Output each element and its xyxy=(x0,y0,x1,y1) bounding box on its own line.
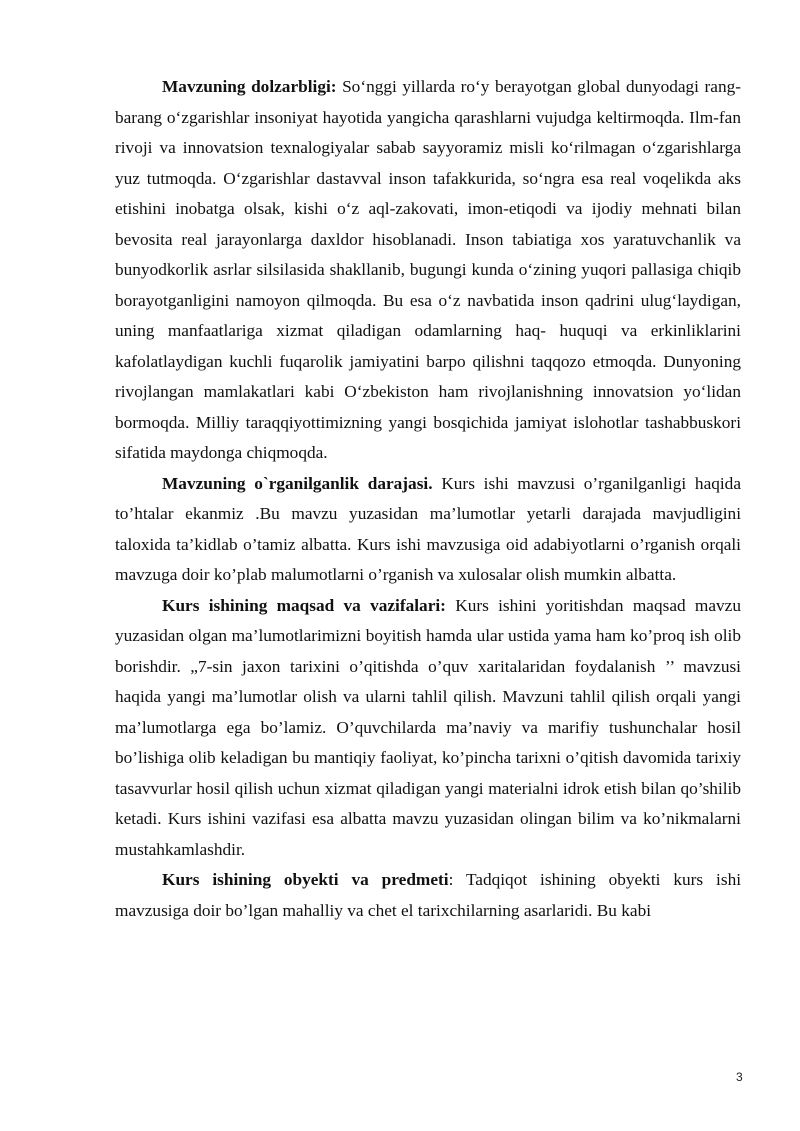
text-goals: Kurs ishini yoritishdan maqsad mavzu yuzasidan olgan ma’lumotlarimizni boyitish hamda ular ustida yama ham ko’proq ish olib borishdir. „7-sin jaxon tarixini o’qitishda o’quv xaritalaridan foydalanish ’’ mavzusi haqida yangi ma’lumotlar olish va ularni tahlil qilish. Mavzuni tahlil qilish orqali yangi ma’lumotlarga ega bo’lamiz. O’quvchilarda ma’naviy va marifiy tushunchalar hosil bo’lishiga olib keladigan bu mantiqiy faoliyat, ko’pincha tarixni o’qitish davomida tarixiy tasavvurlar hosil qilish uchun xizmat qiladigan yangi materialni idrok etish bilan qo’shilib ketadi. Kurs ishini vazifasi esa albatta mavzu yuzasidan olingan bilim va ko’nikmalarni mustahkamlashdir. xyxy=(115,595,741,859)
page-number: 3 xyxy=(736,1070,743,1084)
paragraph-study-level xyxy=(115,469,741,591)
page-body xyxy=(115,72,741,926)
heading-study-level: Mavzuning o`rganilganlik darajasi. xyxy=(162,473,433,493)
heading-object: Kurs ishining obyekti va predmeti xyxy=(162,870,449,889)
paragraph-goals xyxy=(115,591,741,866)
text-object: : Tadqiqot ishining obyekti kurs ishi mavzusiga doir bo’lgan mahalliy va chet el tarixchilarning asarlaridi. Bu kabi xyxy=(115,870,742,920)
heading-goals: Kurs ishining maqsad va vazifalari: xyxy=(162,595,446,615)
paragraph-object xyxy=(115,865,741,926)
heading-relevance: Mavzuning dolzarbligi: xyxy=(162,77,337,96)
paragraph-relevance xyxy=(115,72,741,469)
text-relevance: So‘nggi yillarda ro‘y berayotgan global dunyodagi rang-barang o‘zgarishlar insoniyat hayotida yangicha qarashlarni vujudga keltirmoqda. Ilm-fan rivoji va innovatsion texnalogiyalar sabab sayyoramiz misli ko‘rilmagan o‘zgarishlarga yuz tutmoqda. O‘zgarishlar dastavval inson tafakkurida, so‘ngra esa real voqelikda aks etishini inobatga olsak, kishi o‘z aql-zakovati, imon-etiqodi va ijodiy mehnati bilan bevosita real jarayonlarga daxldor hisoblanadi. Inson tabiatiga xos yaratuvchanlik va bunyodkorlik asrlar silsilasida shakllanib, bugungi kunda o‘zining yuqori pallasiga chiqib borayotganligini namoyon qilmoqda. Bu esa o‘z navbatida inson qadrini ulug‘laydigan, uning manfaatlariga xizmat qiladigan odamlarning haq- huquqi va erkinliklarini kafolatlaydigan kuchli fuqarolik jamiyatini barpo qilishni taqqozo etmoqda. Dunyoning rivojlangan mamlakatlari kabi O‘zbekiston ham rivojlanishning innovatsion yo‘lidan bormoqda. Milliy taraqqiyottimizning yangi bosqichida jamiyat islohotlar tashabbuskori sifatida maydonga chiqmoqda. xyxy=(115,77,741,462)
text-study-level: Kurs ishi mavzusi o’rganilganligi haqida to’htalar ekanmiz .Bu mavzu yuzasidan ma’lumotlar yetarli darajada mavjudligini taloxida ta’kidlab o’tamiz albatta. Kurs ishi mavzusiga oid adabiyotlarni o’rganish orqali mavzuga doir ko’plab malumotlarni o’rganish va xulosalar olish mumkin albatta. xyxy=(115,473,741,584)
